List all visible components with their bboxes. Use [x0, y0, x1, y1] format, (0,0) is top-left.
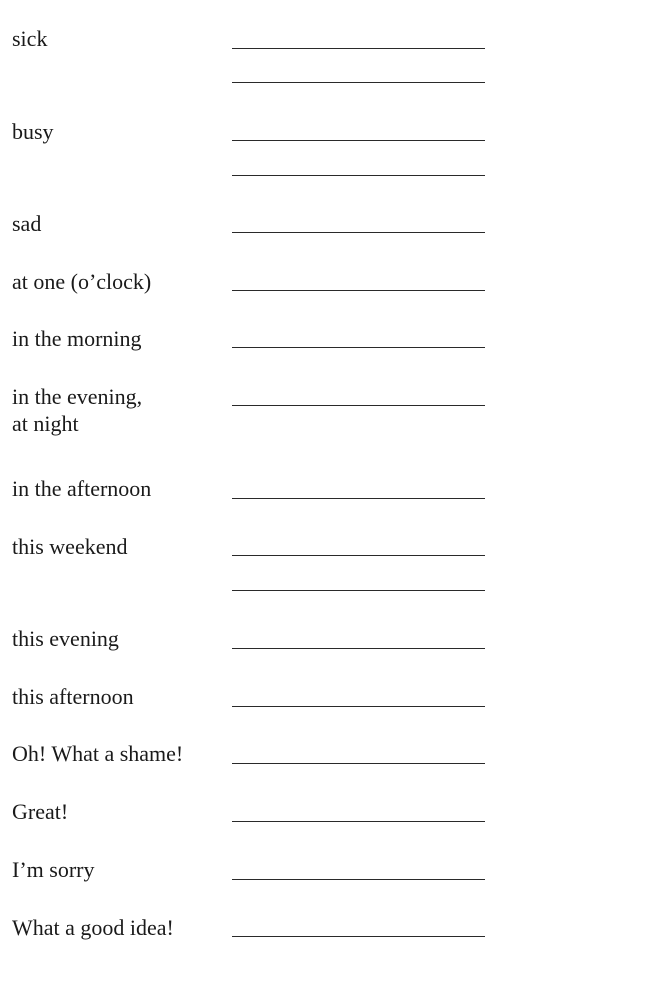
answer-line[interactable]	[232, 290, 485, 291]
answer-line[interactable]	[232, 555, 485, 556]
answer-line[interactable]	[232, 706, 485, 707]
answer-line[interactable]	[232, 232, 485, 233]
term-label: in the evening,	[12, 384, 143, 409]
answer-line[interactable]	[232, 879, 485, 880]
answer-line[interactable]	[232, 936, 485, 937]
term-label: at one (o’clock)	[12, 269, 152, 294]
answer-line[interactable]	[232, 821, 485, 822]
term-label: sad	[12, 211, 42, 236]
term-label: this evening	[12, 626, 119, 651]
answer-line[interactable]	[232, 82, 485, 83]
answer-line[interactable]	[232, 763, 485, 764]
term-label: sick	[12, 26, 48, 51]
term-label: this afternoon	[12, 684, 134, 709]
term-label: I’m sorry	[12, 857, 95, 882]
answer-line[interactable]	[232, 648, 485, 649]
answer-line[interactable]	[232, 140, 485, 141]
answer-line[interactable]	[232, 48, 485, 49]
answer-line[interactable]	[232, 347, 485, 348]
term-label: busy	[12, 119, 54, 144]
term-label-continued: at night	[12, 411, 79, 436]
answer-line[interactable]	[232, 498, 485, 499]
answer-line[interactable]	[232, 175, 485, 176]
term-label: Oh! What a shame!	[12, 741, 184, 766]
answer-line[interactable]	[232, 405, 485, 406]
term-label: What a good idea!	[12, 915, 174, 940]
term-label: Great!	[12, 799, 69, 824]
term-label: in the afternoon	[12, 476, 152, 501]
term-label: in the morning	[12, 326, 142, 351]
term-label: this weekend	[12, 534, 128, 559]
answer-line[interactable]	[232, 590, 485, 591]
